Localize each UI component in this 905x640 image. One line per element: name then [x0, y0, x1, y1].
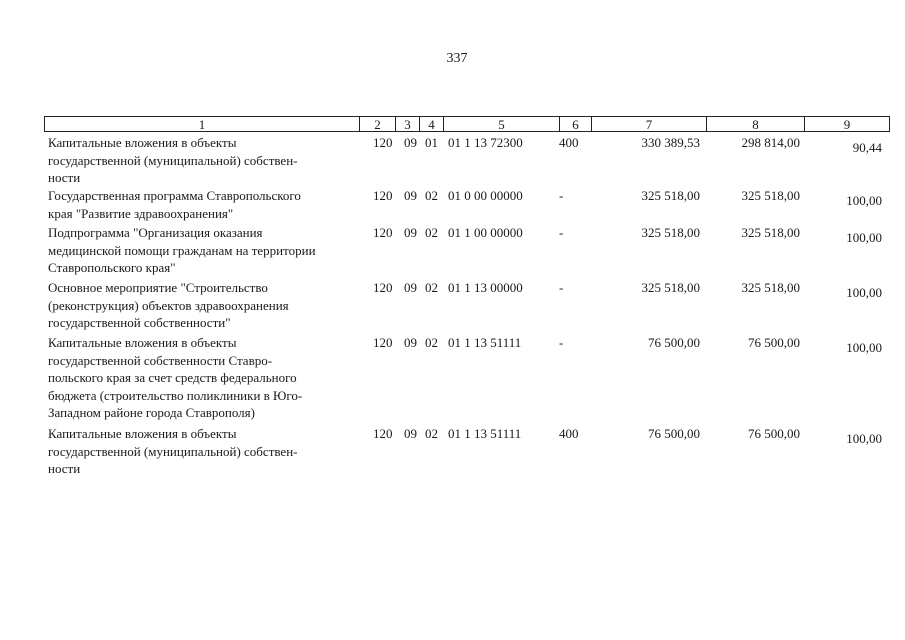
page-number: 337	[446, 51, 468, 66]
admin-code: 120	[373, 280, 393, 295]
description-line: ности	[48, 170, 81, 185]
description-line: Капитальные вложения в объекты	[48, 335, 237, 350]
header-col-8: 8	[707, 117, 805, 131]
header-col-4: 4	[420, 117, 444, 131]
description-line: ности	[48, 461, 81, 476]
description-line: Основное мероприятие "Строительство	[48, 280, 268, 295]
table-row	[44, 425, 888, 478]
header-col-9: 9	[843, 117, 851, 132]
target-article-code: 01 1 00 00000	[448, 225, 523, 240]
row-description	[44, 279, 359, 332]
execution-percent: 90,44	[852, 140, 882, 155]
execution-percent: 100,00	[846, 193, 882, 208]
admin-code: 120	[373, 335, 393, 350]
subsection-code: 02	[425, 426, 438, 441]
description-line: Ставропольского края"	[48, 260, 176, 275]
actual-amount: 325 518,00	[741, 188, 800, 203]
section-code: 09	[404, 188, 417, 203]
table-row	[44, 134, 888, 187]
table-row	[44, 187, 888, 222]
row-description	[44, 134, 359, 187]
row-description	[44, 187, 359, 222]
expense-type-code: -	[559, 280, 564, 295]
description-line: Западном районе города Ставрополя)	[48, 405, 255, 420]
description-line: края "Развитие здравоохранения"	[48, 205, 234, 221]
target-article-code: 01 1 13 51111	[448, 426, 522, 441]
row-description	[44, 224, 359, 277]
expense-type-code: 400	[559, 426, 579, 441]
expense-type-code: -	[559, 335, 564, 350]
planned-amount: 330 389,53	[641, 135, 700, 150]
expense-type-code: 400	[559, 135, 579, 150]
header-col-5: 5	[444, 117, 560, 131]
actual-amount: 325 518,00	[741, 225, 800, 240]
planned-amount: 325 518,00	[641, 188, 700, 203]
planned-amount: 325 518,00	[641, 225, 700, 240]
target-article-code: 01 1 13 51111	[448, 335, 522, 350]
subsection-code: 02	[425, 280, 438, 295]
actual-amount: 76 500,00	[748, 335, 800, 350]
description-line: Капитальные вложения в объекты	[48, 426, 237, 441]
description-line: медицинской помощи гражданам на территории	[48, 242, 316, 258]
row-description	[44, 334, 359, 422]
subsection-code: 02	[425, 225, 438, 240]
row-description	[44, 425, 359, 478]
section-code: 09	[404, 426, 417, 441]
section-code: 09	[404, 335, 417, 350]
planned-amount: 76 500,00	[648, 335, 700, 350]
table-row	[44, 279, 888, 332]
execution-percent: 100,00	[846, 285, 882, 300]
section-code: 09	[404, 225, 417, 240]
expense-type-code: -	[559, 188, 564, 203]
actual-amount: 325 518,00	[741, 280, 800, 295]
header-col-6: 6	[560, 117, 592, 131]
target-article-code: 01 0 00 00000	[448, 188, 523, 203]
subsection-code: 01	[425, 135, 438, 150]
subsection-code: 02	[425, 188, 438, 203]
description-line: (реконструкция) объектов здравоохранения	[48, 297, 289, 313]
execution-percent: 100,00	[846, 431, 882, 446]
header-col-3: 3	[396, 117, 420, 131]
description-line: бюджета (строительство поликлиники в Юго-	[48, 387, 303, 403]
admin-code: 120	[373, 225, 393, 240]
actual-amount: 298 814,00	[741, 135, 800, 150]
execution-percent: 100,00	[846, 340, 882, 355]
description-line: Капитальные вложения в объекты	[48, 135, 237, 150]
section-code: 09	[404, 135, 417, 150]
admin-code: 120	[373, 188, 393, 203]
description-line: Подпрограмма "Организация оказания	[48, 225, 263, 240]
table-row	[44, 334, 888, 422]
description-line: государственной (муниципальной) собствен-	[48, 152, 298, 168]
table-row	[44, 224, 888, 277]
actual-amount: 76 500,00	[748, 426, 800, 441]
description-line: государственной собственности"	[48, 315, 231, 330]
execution-percent: 100,00	[846, 230, 882, 245]
header-col-2: 2	[360, 117, 396, 131]
planned-amount: 76 500,00	[648, 426, 700, 441]
description-line: Государственная программа Ставропольского	[48, 188, 301, 203]
description-line: государственной (муниципальной) собствен-	[48, 443, 298, 459]
expense-type-code: -	[559, 225, 564, 240]
target-article-code: 01 1 13 72300	[448, 135, 523, 150]
subsection-code: 02	[425, 335, 438, 350]
description-line: государственной собственности Ставро-	[48, 352, 273, 368]
section-code: 09	[404, 280, 417, 295]
planned-amount: 325 518,00	[641, 280, 700, 295]
admin-code: 120	[373, 426, 393, 441]
table-header	[44, 116, 890, 132]
target-article-code: 01 1 13 00000	[448, 280, 523, 295]
header-col-1: 1	[45, 117, 360, 131]
description-line: польского края за счет средств федерального	[48, 370, 297, 385]
header-col-7: 7	[592, 117, 707, 131]
admin-code: 120	[373, 135, 393, 150]
